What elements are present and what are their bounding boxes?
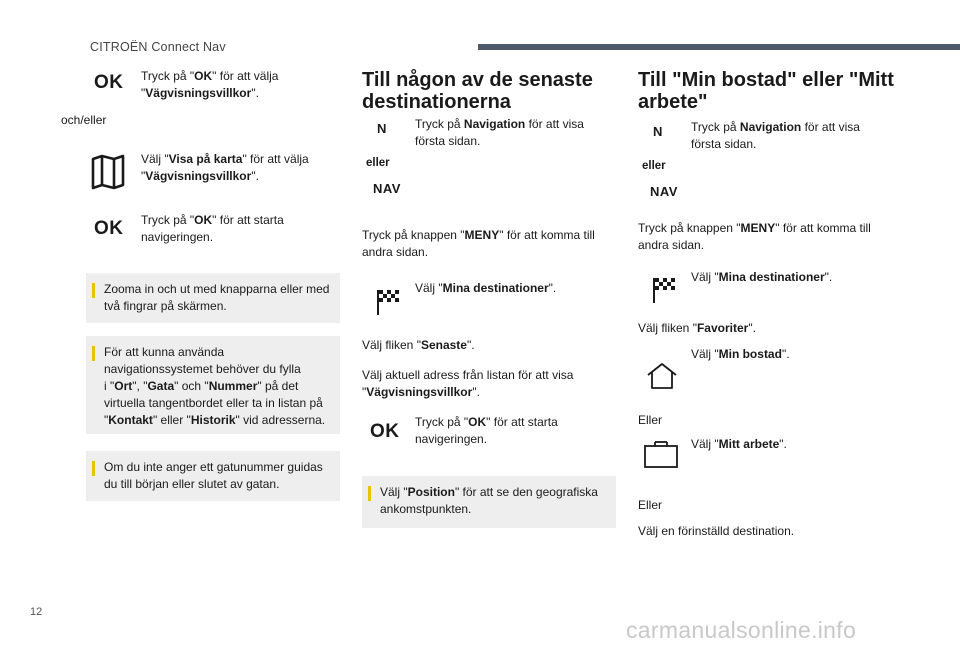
tap-navigation-instruction: Tryck på Navigation för att visa första sidan. [415,117,584,148]
map-select-instruction: Välj "Visa på karta" för att välja "Vägvisningsvillkor". [141,152,309,183]
ok-icon: OK [94,218,124,239]
tab-favorites-instruction: Välj fliken "Favoriter". [638,321,756,335]
eller-text: Eller [638,413,663,427]
my-home-instruction: Välj "Min bostad". [691,347,790,361]
eller-text: eller [642,160,666,172]
my-work-instruction: Välj "Mitt arbete". [691,437,787,451]
info-marker [92,346,95,361]
section-heading-home-work: Till "Min bostad" eller "Mitt arbete" [638,69,894,113]
my-destinations-instruction: Välj "Mina destinationer". [415,281,557,295]
ok-select-instruction: Tryck på "OK" för att välja "Vägvisningsvillkor". [141,69,279,100]
ok-start-instruction: Tryck på "OK" för att starta navigeringen. [141,213,284,244]
select-address-instruction: Välj aktuell adress från listan för att visa "Vägvisningsvillkor". [362,368,574,399]
north-icon: N [377,121,387,136]
briefcase-icon [643,439,679,469]
home-icon [645,362,679,390]
ok-icon: OK [370,421,400,442]
watermark-text: carmanualsonline.info [626,617,857,643]
info-box-address: För att kunna använda navigationssystemet behöver du fylla i "Ort", "Gata" och "Nummer" på det virtuella tangentbordet eller ta in listan på "Kontakt" eller "Historik" vid adresserna. [86,336,340,434]
preset-destination-instruction: Välj en förinställd destination. [638,524,795,538]
nav-icon: NAV [373,181,401,196]
menu-button-instruction: Tryck på knappen "MENY" för att komma till andra sidan. [362,228,595,259]
north-icon: N [653,124,663,139]
ok-icon: OK [94,72,124,93]
header-bar [478,44,960,50]
info-marker [92,283,95,298]
manual-header-title: CITROËN Connect Nav [90,40,226,54]
my-destinations-instruction: Välj "Mina destinationer". [691,270,833,284]
menu-button-instruction: Tryck på knappen "MENY" för att komma till andra sidan. [638,221,871,252]
checkered-flag-icon [652,276,676,304]
checkered-flag-icon [376,288,400,316]
ok-start-instruction: Tryck på "OK" för att starta navigeringen. [415,415,558,446]
nav-icon: NAV [650,184,678,199]
info-box-zoom: Zooma in och ut med knapparna eller med två fingrar på skärmen. [86,273,340,323]
tab-recent-instruction: Välj fliken "Senaste". [362,338,475,352]
info-marker [92,461,95,476]
map-icon [90,154,126,190]
info-box-street-number: Om du inte anger ett gatunummer guidas du till början eller slutet av gatan. [86,451,340,501]
eller-text: Eller [638,498,663,512]
info-box-position: Välj "Position" för att se den geografiska ankomstpunkten. [362,476,616,528]
info-marker [368,486,371,501]
tap-navigation-instruction: Tryck på Navigation för att visa första sidan. [691,120,860,151]
page-number: 12 [30,606,43,618]
eller-text: eller [366,157,390,169]
och-eller-text: och/eller [61,113,107,127]
section-heading-recent: Till någon av de senaste destinationerna [362,69,593,113]
